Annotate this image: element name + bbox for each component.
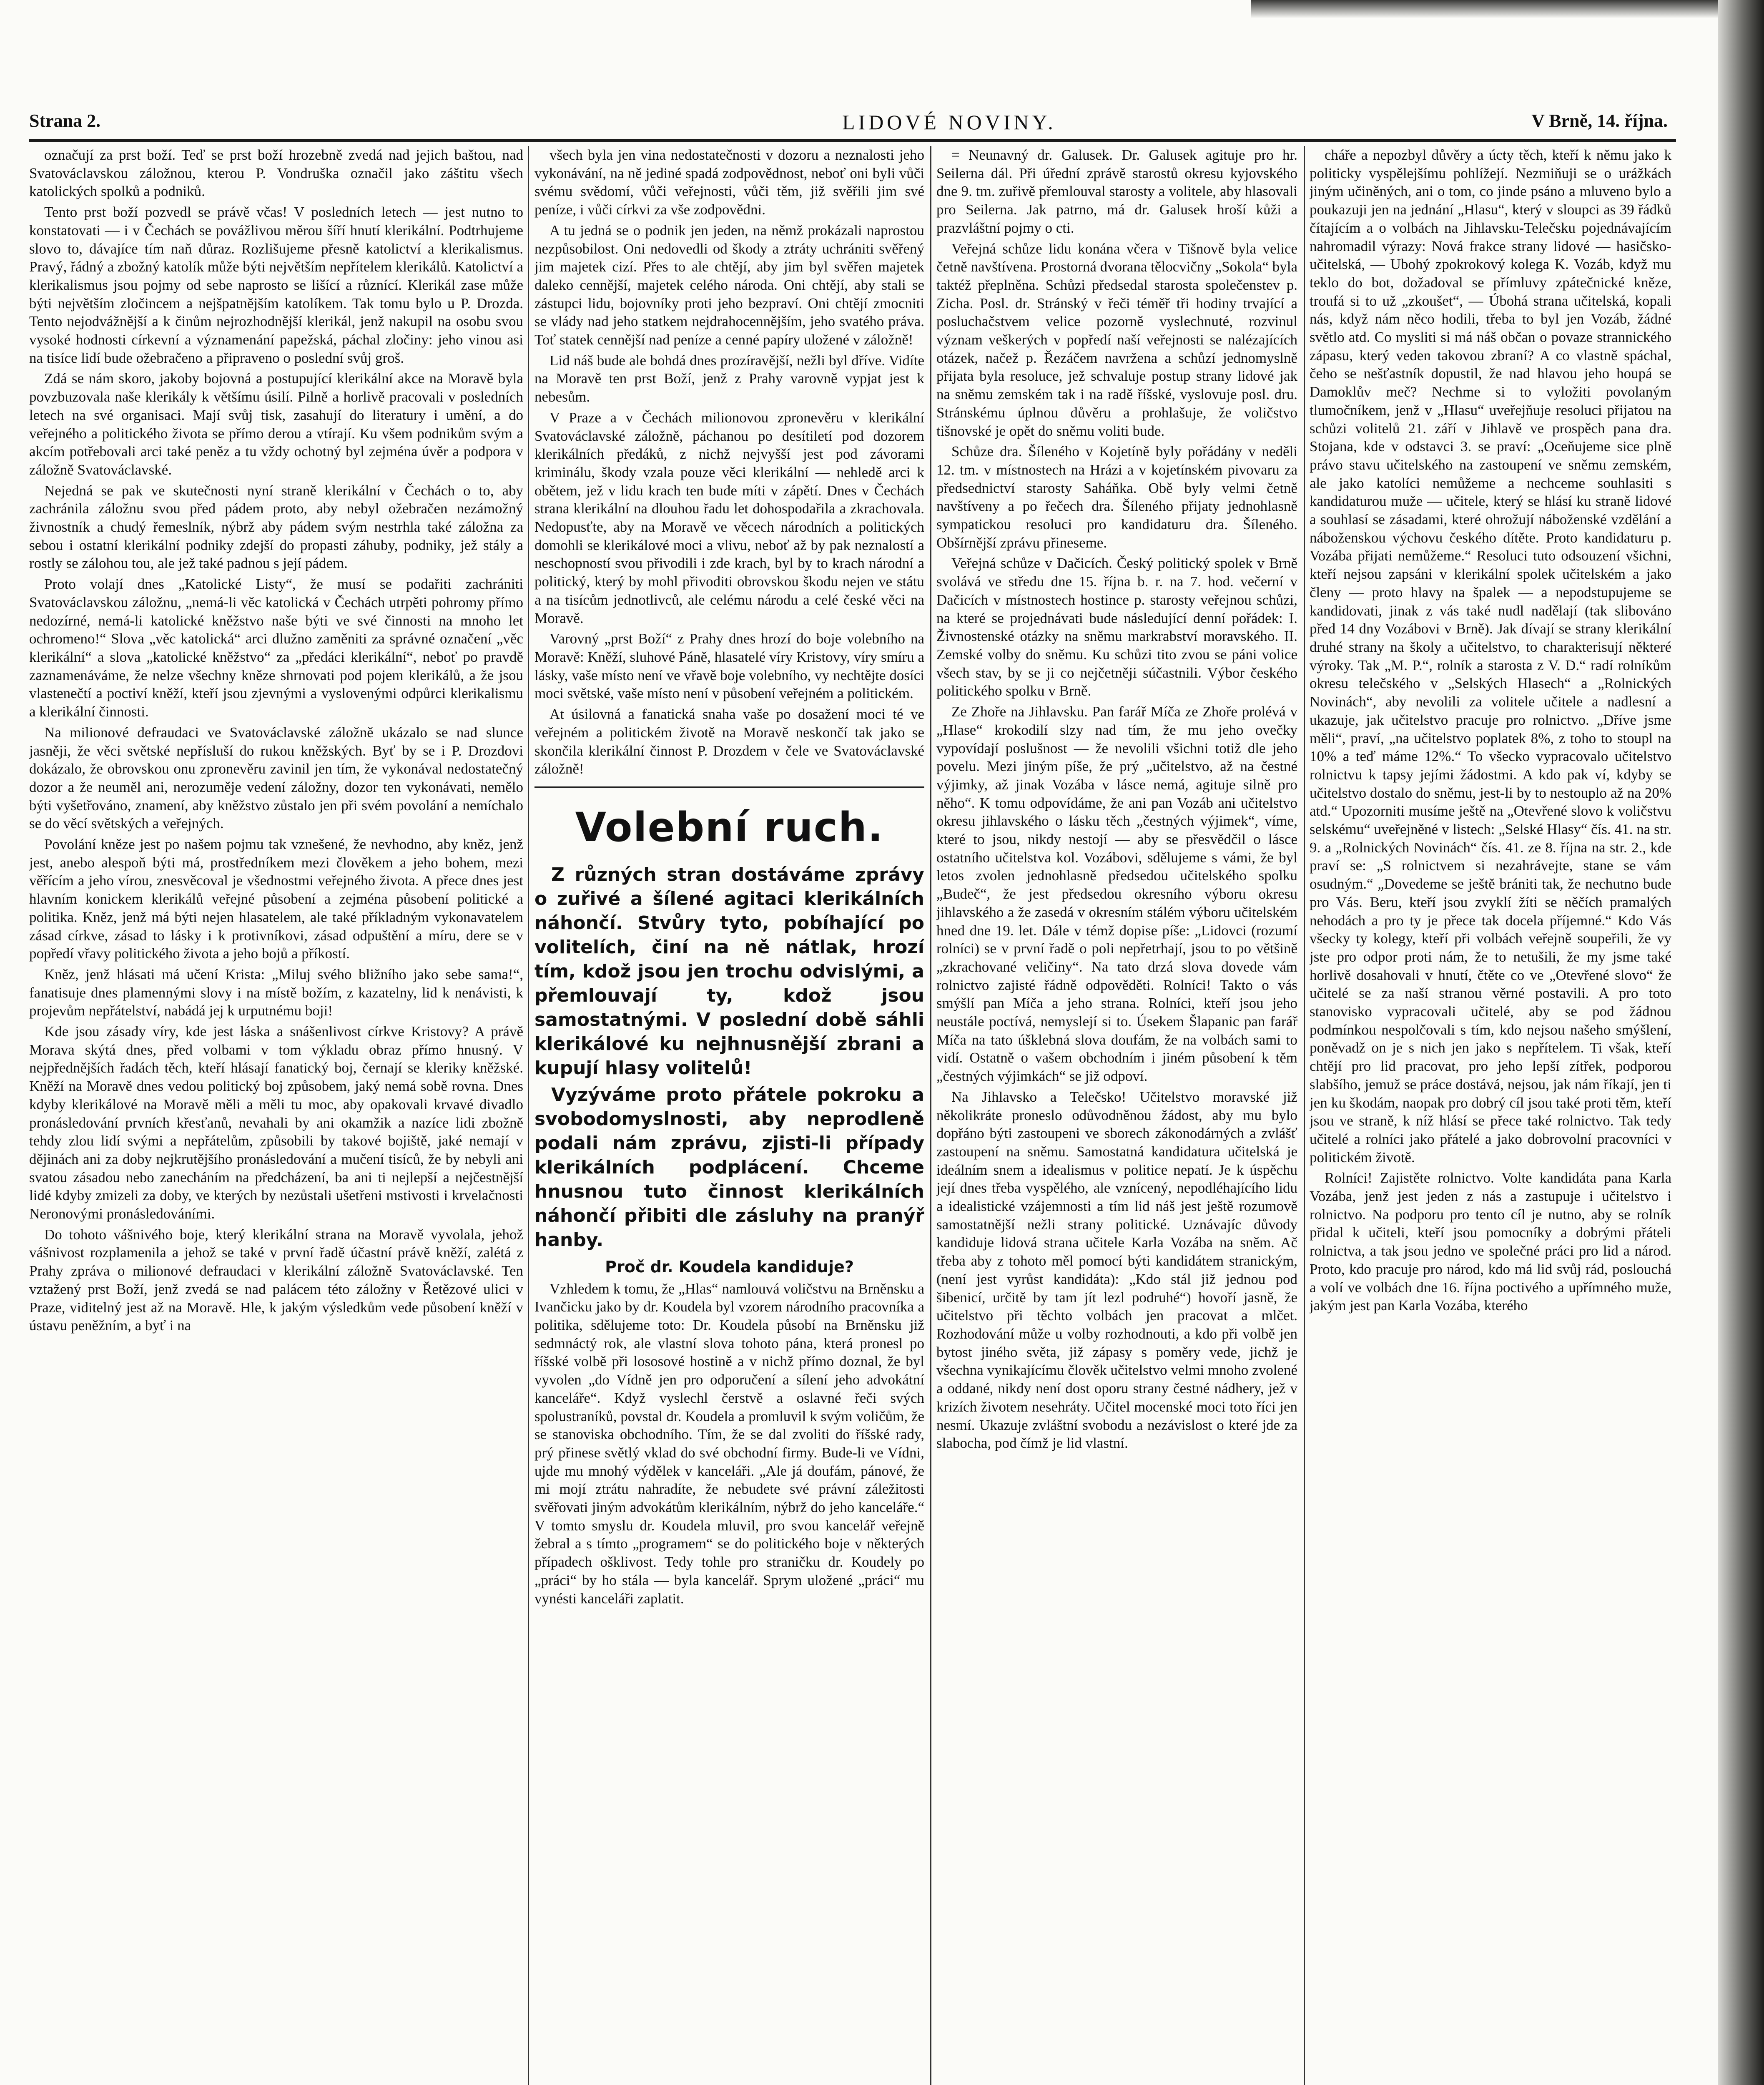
column-divider xyxy=(1304,146,1305,2085)
paragraph: Proto volají dnes „Katolické Listy“, že musí se podařiti zachrániti Svatováclavskou záložnu, „nemá-li věc katolická v Čechách utrpěti pohromy přímo nedozírné, nemá-li katolické kněžstvo naše býti ve své činnosti na mnoho let ochromeno!“ Slova „věc katolická“ arci dlužno zaměniti za správné označení „věc klerikální“ a slova „katolické kněžstvo“ za „předáci klerikální“, neboť po pravdě zaznamenáváme, že nelze všechny kněze shrnovati pod pojem klerikálů, a že jsou vlastenečtí a poctiví kněží, kteří jsou zjevnými a vyslovenými odpůrci klerikalismu a klerikální činnosti. xyxy=(29,576,523,720)
header-rule xyxy=(29,139,1676,142)
paragraph: Veřejná schůze v Dačicích. Český politický spolek v Brně svolává ve středu dne 15. října b. r. na 7. hod. večerní v Dačicích v místnostech hostince p. starosty veřejnou schůzi, na které se projednávati bude následující denní pořádek: I. Živnostenské otázky na sněmu markrabství moravského. II. Zemské volby do sněmu. Ku schůzi tito zvou se páni volice všech stav, by se ji co nejčetněji súčastnili. Výbor českého politického spolku v Brně. xyxy=(936,555,1297,699)
page-header xyxy=(29,110,1668,139)
paragraph: Na milionové defraudaci ve Svatováclavské záložně ukázalo se nad slunce jasněji, že věci světské nepřísluší do rukou kněžských. Byť by se i P. Drozdovi dokázalo, že obrovskou onu zpronevěru zavinil jen tím, že vykonával nedostatečný dozor a že neuměl ani, nerozuměje vedení záložny, dozor ten vykonávati, nemělo býti vyšetřováno, znamení, aby kněžstvo zůstalo jen při svém povolání a nemíchalo se do věcí světských a veřejných. xyxy=(29,724,523,832)
section-banner-volebni-ruch: Volební ruch. xyxy=(575,804,884,851)
paragraph: Zdá se nám skoro, jakoby bojovná a postupující klerikální akce na Moravě byla povzbuzovala naše klerikály k většímu úsilí. Pilně a horlivě pracovali v posledních letech na své organisaci. Mají svůj tisk, zasahují do literatury i umění, a do veřejného a politického života se přímo derou a vtírají. Ku všem podnikům svým a akcím potřebovali arci také peněz a tu vždy ochotný byl zejména úvěr a podpora v záložně Svatováclavské. xyxy=(29,370,523,478)
column-3 xyxy=(936,146,1297,2085)
paragraph: označují za prst boží. Teď se prst boží hrozebně zvedá nad jejich baštou, nad Svatováclavskou záložnou, kterou P. Vondruška označil jako záštitu všech katolických spolků a podniků. xyxy=(29,147,523,200)
paragraph: Rolníci! Zajistěte rolnictvo. Volte kandidáta pana Karla Vozába, jenž jest jeden z nás a zastupuje i učitelstvo i rolnictvo. Na podporu pro tento cíl je nutno, aby se rolník přidal k učiteli, kteří jsou pomocníky a dobrými přáteli rolnictva, a tak jsou jedno ve společné práci pro lid a národ. Proto, kdo pracuje pro národ, kdo má lid svůj rád, poslouchá a volí ve volbách dne 16. října poctivého a upřímného muže, jakým jest pan Karla Vozába, kterého xyxy=(1310,1170,1671,1314)
paragraph: Kde jsou zásady víry, kde jest láska a snášenlivost církve Kristovy? A právě Morava skýtá dnes, před volbami v tom výkladu obraz přímo hnusný. V nejpřednějších řadách těch, kteří hlásají fanatický boj, černají se kleriky kněžské. Kněží na Moravě dnes vedou politický boj způsobem, jaký nemá sobě rovna. Dnes kdyby klerikálové na Moravě měli a měli tu moc, aby opakovali krvavé divadlo pronásledování prvních křesťanů, nevahali by ani okamžik a nazíce lidi zbožně tehdy zlou lidí svými a nepřátelům, způsobili by takové bojiště, jaké nemají v dějinách ani za doby nejkrutějšího pronásledování a mučení tisíců, že by nebyli ani svatou zásadou nebo zanecháním na předcházení, ba ani ti nejlepší a nejčestnější lidé kdyby zmizeli za doby, ve kterých by nezůstali ušetřeni mstivosti i krvelačnosti Neronovými pronásledováními. xyxy=(29,1023,523,1222)
dateline: V Brně, 14. října. xyxy=(1531,111,1668,131)
paragraph: Schůze dra. Šíleného v Kojetíně byly pořádány v neděli 12. tm. v místnostech na Hrázi a v kojetínském pivovaru za předsednictví starosty Saháňka. Obě byly velmi četně navštíveny a po řečech dra. Šíleného přijaty jednohlasně sympatickou resoluci pro kandidaturu dra. Šíleného. Obšírnější zprávu přineseme. xyxy=(936,443,1297,551)
paragraph: Do tohoto vášnivého boje, který klerikální strana na Moravě vyvolala, jehož vášnivost rozplamenila a jehož se také v první řadě účastní právě kněží, zalétá z Prahy zpráva o milionové defraudaci v klerikální záložně Svatováclavské. Ten vztažený prst Boží, jenž zvedá se nad palácem této záložny v Řetězové ulici v Praze, viditelný jest až na Moravě. Hle, k jakým výsledkům vede působení kněží v ústavu peněžním, a byť i na xyxy=(29,1226,523,1334)
paragraph: Kněz, jenž hlásati má učení Krista: „Miluj svého bližního jako sebe sama!“, fanatisuje dnes plamennými slovy i na místě božím, z kazatelny, lid k nenávisti, k projevům nepřátelství, nabádá jej k urputnému boji! xyxy=(29,966,523,1019)
scan-shadow-right xyxy=(1718,0,1764,2085)
paragraph: V Praze a v Čechách milionovou zpronevěru v klerikální Svatováclavské záložně, páchanou po desítiletí pod dozorem klerikálních předáků, z nichž nejvyšší jest pod závorami kriminálu, škody vzala pouze věci klerikální — nehledě arci k obětem, jež v lidu krach ten bude míti v zápětí. Dnes v Čechách strana klerikální na dlouhou řadu let dohospodařila a zkrachovala. Nedopusťte, aby na Moravě ve věcech národních a politických domohli se klerikálové moci a vlivu, neboť až by pak neznalostí a neschopností svou přivodili i zde krach, byl by to krach národní a politický, který by mohl přivoditi obrovskou škodu nejen ve státu a na tisícům jednotlivců, ale celému národu a celé české věci na Moravě. xyxy=(534,409,924,626)
paragraph: Z různých stran dostáváme zprávy o zuřivé a šílené agitaci klerikálních náhončí. Stvůry tyto, pobíhající po volitelích, činí na ně nátlak, hrozí tím, kdož jsou jen trochu odvislými, a přemlouvají ty, kdož jsou samostatnými. V poslední době sáhli klerikálové ku nejhnusnější zbrani a kupují hlasy volitelů! xyxy=(534,864,924,1079)
paragraph: At úsilovná a fanatická snaha vaše po dosažení moci té ve veřejném a politickém životě na Moravě neskončí tak jako se skončila klerikální činnost P. Drozdem v čele ve Svatováclavské záložně! xyxy=(534,706,924,777)
paragraph: Tento prst boží pozvedl se právě včas! V posledních letech — jest nutno to konstatovati — i v Čechách se povážlivou měrou šíří hnutí klerikální. Podtrhujeme slovo to, dávajíce tím naň důraz. Rozlišujeme přesně katolictví a klerikalismus. Pravý, řádný a zbožný katolík může býti největším nepřítelem klerikálů. Katolictví a klerikalismus jsou pojmy od sebe naprosto se lišící a různící. Klerikál zase může býti největším zločincem a nejšpatnějším katolíkem. Tak tomu bylo u P. Drozda. Tento nejodvážnější a k činům nejrozhodnější klerikál, jenž nakupil na osobu svou vysoké hodnosti církevní a významenání papežská, páchal zločiny: jeho vinou asi na tisíce lidí bude ožebračeno a připraveno o poslední svůj groš. xyxy=(29,204,523,366)
column-divider xyxy=(528,146,529,2085)
paragraph: Veřejná schůze lidu konána včera v Tišnově byla velice četně navštívena. Prostorná dvorana tělocvičny „Sokola“ byla taktéž přeplněna. Schůzi předsedal starosta společenstev p. Zicha. Posl. dr. Stránský v řeči téměř tři hodiny trvající a posluchačstvem velice pozorně vyslechnuté, rozvinul význam veškerých v popředí naší veřejnosti se nalézajících otázek, načež p. Řezáčem navržena a schůzí jednomyslně přijata byla resoluce, jež schvaluje postup strany lidové jak na sněmu zemském tak i na radě říšské, vyslovuje posl. dru. Stránskému úplnou důvěru a prohlašuje, že voličstvo tišnovské je opět do sněmu voliti bude. xyxy=(936,240,1297,439)
paragraph: cháře a nepozbyl důvěry a úcty těch, kteří k němu jako k politicky vyspělejšímu pohlížejí. Nezmiňuji se o urážkách jiným učiněných, ani o tom, co jinde psáno a mluveno bylo a poukazuji jen na jednání „Hlasu“, který v sloupci as 39 řádků čítajícím a o volbách na Jihlavsku-Telečsku pojednávajícím nahromadil výrazy: Nová frakce strany lidové — hasičsko-učitelská, — Ubohý zpokrokový kolega K. Vozáb, když mu teklo do bot, dožadoval se přímluvy zpátečnické kněze, troufá si to už „zkoušet“, — Úbohá strana učitelská, kopali nás, když nám něco hodili, třeba to byl jen Vozáb, žádné světlo atd. Co mysliti si má náš občan o povaze strannického zápasu, který veden takovou zbraní? A co vlastně spáchal, čeho se nešťastník dopustil, že nad hlavou jeho houpá se Damoklův meč? Nechme si to vyložiti povolaným tlumočníkem, jenž v „Hlasu“ uveřejňuje resoluci přijatou na schůzi volitelů 21. září v Jihlavě ve prospěch pana dra. Stojana, kde v odstavci 3. se praví: „Oceňujeme sice plně právo stavu učitelského na zastoupení ve sněmu zemském, ale jako katolíci nemůžeme a nechceme souhlasiti s kandidaturou muže — učitele, který se hlásí ku straně lidové a souhlasí se zásadami, které ohrožují náboženské vzdělání a náboženskou výchovu českého dítěte. Proto kandidaturu p. Vozába přijati nemůžeme.“ Resoluci tuto odsouzení všichni, kteří nejsou zapsáni v klerikální spolek učitelském a jako členy — proto hlavy na špalek — a nepodstupujeme se kandidovati, jinak z vás také nudl nadělají (tak slibováno před 14 dny Vozábovi v Brně). Jak dívají se strany klerikální druhé strany na školy a učitelstvo, to charakterisují některé výroky. Tak „M. P.“, rolník a starosta z V. D.“ radí rolníkům okresu telečského v „Selských Hlasech“ a „Rolnických Novinách“, aby nevolili za volitele učitele a nadlesní a ukazuje, jak učitelstvo pracuje pro rolnictvo. „Dříve jsme měli“, praví, „na učitelstvo poplatek 8%, z toho to stoupl na 10% a teď máme 12%.“ To všecko vypracovalo učitelstvo rolnictvu k tapsy jejími žádostmi. A kdo pak ví, kdyby se učitelstvo dostalo do sněmu, jest-li by to nestouplo až na 20% atd.“ Upozorniti musíme ještě na „Otevřené slovo k voličstvu selskému“ uveřejněné v listech: „Selské Hlasy“ čís. 41. na str. 9. a „Rolnických Novinách“ čís. 41. ze 8. října na str. 2., kde praví se: „S rolnictvem si nezahrávejte, stane se vám osudným.“ „Dovedeme se ještě brániti tak, že nechutno bude pro Vás. Beru, kteří jsou zvyklí žíti se něčích pramalých nehodách a pro ty je přece tak docela příjemné.“ Kdo Vás všecky ty kolegy, kteří při volbách veřejně soupeřili, že vy jste pro odpor proti nám, že to netušili, že my jsme také horlivě dosahovali v hnutí, čtěte co ve „Otevřené slovo“ že učitelé se za naší stranou věrné postavili. A pro toto stanovisko vypracovali učitelé, aby se pod žádnou podmínkou nespolčovali s tím, kdo nejsou našeho smýšlení, poněvadž on je s nich jen jako s nepřítelem. Ti však, kteří chtějí pro lid pracovat, pro jeho lepší zítřek, podporou slabšího, jemuž se práce dostává, nejsou, jak nám říkají, jen ti jen ku škodám, naopak pro dobrý cíl jsou také proti těm, kteří jsou ve straně, k níž hlásí se přece také rolnictvo. Tak tedy učitelé a rolníci jako přátelé a jako dobrovolní pracovníci v politickém životě. xyxy=(1310,147,1671,1166)
column-2 xyxy=(534,146,924,2085)
paragraph: Ze Zhoře na Jihlavsku. Pan farář Míča ze Zhoře prolévá v „Hlase“ krokodilí slzy nad tím, že mu jeho ovečky vypovídají poslušnost — že nevolili všichni totiž dle jeho povelu. Mezi jiným píše, že prý „učitelstvo, až na čestné výjimky, až jinak Vozába v lásce nemá, agituje silně pro něho“. K tomu odpovídáme, že ani pan Vozáb ani učitelstvo okresu jihlavského o lásku těch „čestných výjimek“, víme, které to jsou, nikdy nestojí — aby se přesvědčil o lásce ostatního učitelstva kol. Vozábovi, sdělujeme s vámi, že byl letos zvolen jednohlasně předsedou učitelského spolku „Budeč“, že jest předsedou okresního výboru okresu jihlavského a že zasedá v okresním stálém výboru učitelském hned dne 19. let. Dále v témž dopise píše: „Lidovci (rozumí rolníci) se v první řadě o poli nepřetrhají, jsou to po většině „zkrachované veličiny“. Na tato drzá slova dovede vám rolnictvo zajisté řádně odpověděti. Rolníci! Takto o vás smýšlí pan Míča a jeho strana. Rolníci, kteří jsou jeho neustále poctívá, nemyslejí si to. Úsekem Šlapanic pan farář Míča na tato úšklebná slova doufám, že na volbách sami to vidí. Ostatně o vašem obchodním i jiném působení k těm „čestných výjimkách“ se již odpoví. xyxy=(936,703,1297,1085)
paragraph: všech byla jen vina nedostatečnosti v dozoru a neznalosti jeho vykonávání, na ně jediné spadá zodpovědnost, neboť oni byli vůči svému svědomí, vůči veřejnosti, vůči těm, již svěřili jim své peníze, i vůči církvi za vše zodpovědni. xyxy=(534,147,924,218)
campaign-appeal xyxy=(534,863,924,1252)
paragraph: Povolání kněze jest po našem pojmu tak vznešené, že nevhodno, aby kněz, jenž jest, anebo alespoň býti má, prostředníkem mezi člověkem a jeho bohem, mezi věřícím a jeho vírou, znesvěcoval je všednostmi veřejného života. A přece dnes jest hlavním konickem klerikálů veřejné působení a zejména působení politické a politika. Kněz, jenž má býti nejen hlasatelem, ale také příkladným vykonavatelem zásad církve, zásad to lásky i k protivníkovi, zásad odpuštění a míru, dere se v popředí vřavy politického života a jeho bojů a příkostí. xyxy=(29,836,523,962)
paragraph: Varovný „prst Boží“ z Prahy dnes hrozí do boje volebního na Moravě: Kněží, sluhové Páně, hlasatelé víry Kristovy, víry smíru a lásky, vaše místo není ve vřavě boje volebního, vy nechtějte dosíci moci světské, vaše místo není v působení veřejném a politickém. xyxy=(534,631,924,702)
paragraph: = Neunavný dr. Galusek. Dr. Galusek agituje pro hr. Seilerna dál. Při úřední zprávě starostů okresu kyjovského dne 9. tm. zuřivě přemlouval starosty a volitele, aby hlasovali pro Seilerna. Jak patrno, má dr. Galusek hroší kůži a prazvláštní pojmy o cti. xyxy=(936,147,1297,236)
paragraph: A tu jedná se o podnik jen jeden, na němž prokázali naprostou nezpůsobilost. Oni nedovedli od škody a ztráty uchrániti svěřený jim majetek cizí. Přes to ale chtějí, aby jim byl svěřen majetek daleko cennější, majetek celého národa. Oni chtějí, aby stali se zástupci lidu, bojovníky proti jeho bezpraví. Oni chtějí zmocniti se vlády nad jeho statkem nejdrahocennějším, jeho svatého práva. Toť statek cennější nad peníze a cenné papíry uložené v záložně! xyxy=(534,222,924,348)
masthead-title: LIDOVÉ NOVINY. xyxy=(842,111,1056,134)
article-heading: Proč dr. Koudela kandiduje? xyxy=(605,1257,854,1276)
column-1 xyxy=(29,146,523,2085)
section-rule xyxy=(534,786,924,788)
page-number: Strana 2. xyxy=(29,111,101,131)
paragraph: Lid náš bude ale bohdá dnes prozíravější, nežli byl dříve. Vidíte na Moravě ten prst Boží, jenž z Prahy varovně vypjat jest k nebesům. xyxy=(534,352,924,405)
scan-shadow-top xyxy=(1251,0,1764,18)
paragraph: Vyzýváme proto přátele pokroku a svobodomyslnosti, aby neprodleně podali nám zprávu, zjisti-li případy klerikálních podplácení. Chceme hnusnou tuto činnost klerikálních náhončí přibiti dle zásluhy na pranýř hanby. xyxy=(534,1084,924,1251)
paragraph: Na Jihlavsko a Telečsko! Učitelstvo moravské již několikráte proneslo odůvodněnou žádost, aby mu bylo dopřáno býti zastoupeni ve sborech zákonodárných a zvlášť zastoupení na sněmu. Samostatná kandidatura učitelská je ideálním snem a idealismus v politice nepatí. Je k úspěchu její dnes třeba vyspělého, ale vznícený, nepodléhajícího lidu a idealistické vzájemnosti a tím lid náš jest ještě rozumově samostatnější nežli strany politické. Uznávajíc důvody kandiduje lidová strana učitele Karla Vozába na sněm. Ač třeba aby z tohoto měl pomocí býti kandidátem stranickým, (není jest vyrůst kandidáta): „Kdo stál již jednou pod šibenicí, určitě by tam jít lezl podruhé“) hovoří jasně, že učitelstvo při těchto volbách jen pracovat a mlčet. Rozhodování může u volby rozhodnouti, a kdo při volbě jen bytost jiného světa, již zápasy s poměry vede, jichž je všechna vynikajícímu člověk učitelstvo velmi mnoho zvolené a oddané, nikdy není dost oporu strany čestné nádhery, jež v krizích životem nesehráty. Učitel mocenské moci toto říci jen nesmí. Ukazuje zvláštní svobodu a nezávislost o které jde za slabocha, pod čímž je lid vlastní. xyxy=(936,1088,1297,1452)
paragraph: Nejedná se pak ve skutečnosti nyní straně klerikální v Čechách o to, aby zachránila záložnu svou před pádem proto, aby nebyl ožebračen nezámožný živnostník a chudý řemeslník, nýbrž aby pádem svým nestrhla také záložna za sebou i ostatní klerikální podniky zdejší do propasti záhuby, podniky, jež stály a rostly se zálohou tou, ale jež také padnou s její pádem. xyxy=(29,482,523,572)
column-divider xyxy=(930,146,931,2085)
paragraph: Vzhledem k tomu, že „Hlas“ namlouvá voličstvu na Brněnsku a Ivančicku jako by dr. Koudela byl vzorem národního pracovníka a politika, sdělujeme toto: Dr. Koudela působí na Brněnsku již sedmnáctý rok, ale vlastní slova tohoto pána, která pronesl po říšské volbě při lososové hostině a v nichž přímo doznal, že byl vyvolen „do Vídně jen pro odporučení a sílení jeho advokátní kanceláře“. Když vyslechl čerstvě a oslavné řeči svých spolustraníků, povstal dr. Koudela a promluvil k svým voličům, že se stanoviska obchodního. Tím, že se dal zvoliti do říšské rady, prý přinese světlý vklad do své obchodní firmy. Bude-li ve Vídni, ujde mu mnohý výdělek v kanceláři. „Ale já doufám, pánové, že mi mojí ztrátu nahradíte, že nebudete své právní záležitosti svěřovati jiným advokátům klerikálním, nýbrž do jeho kanceláře.“ V tomto smyslu dr. Koudela mluvil, pro svou kancelář veřejně žebral a s tímto „programem“ se do politického boje v některých případech ošklivost. Tedy tohle pro straničku dr. Koudely po „práci“ by ho stála — byla kancelář. Sprym uložené „práci“ mu vynésti kanceláři zaplatit. xyxy=(534,1280,924,1607)
column-4 xyxy=(1310,146,1671,2085)
